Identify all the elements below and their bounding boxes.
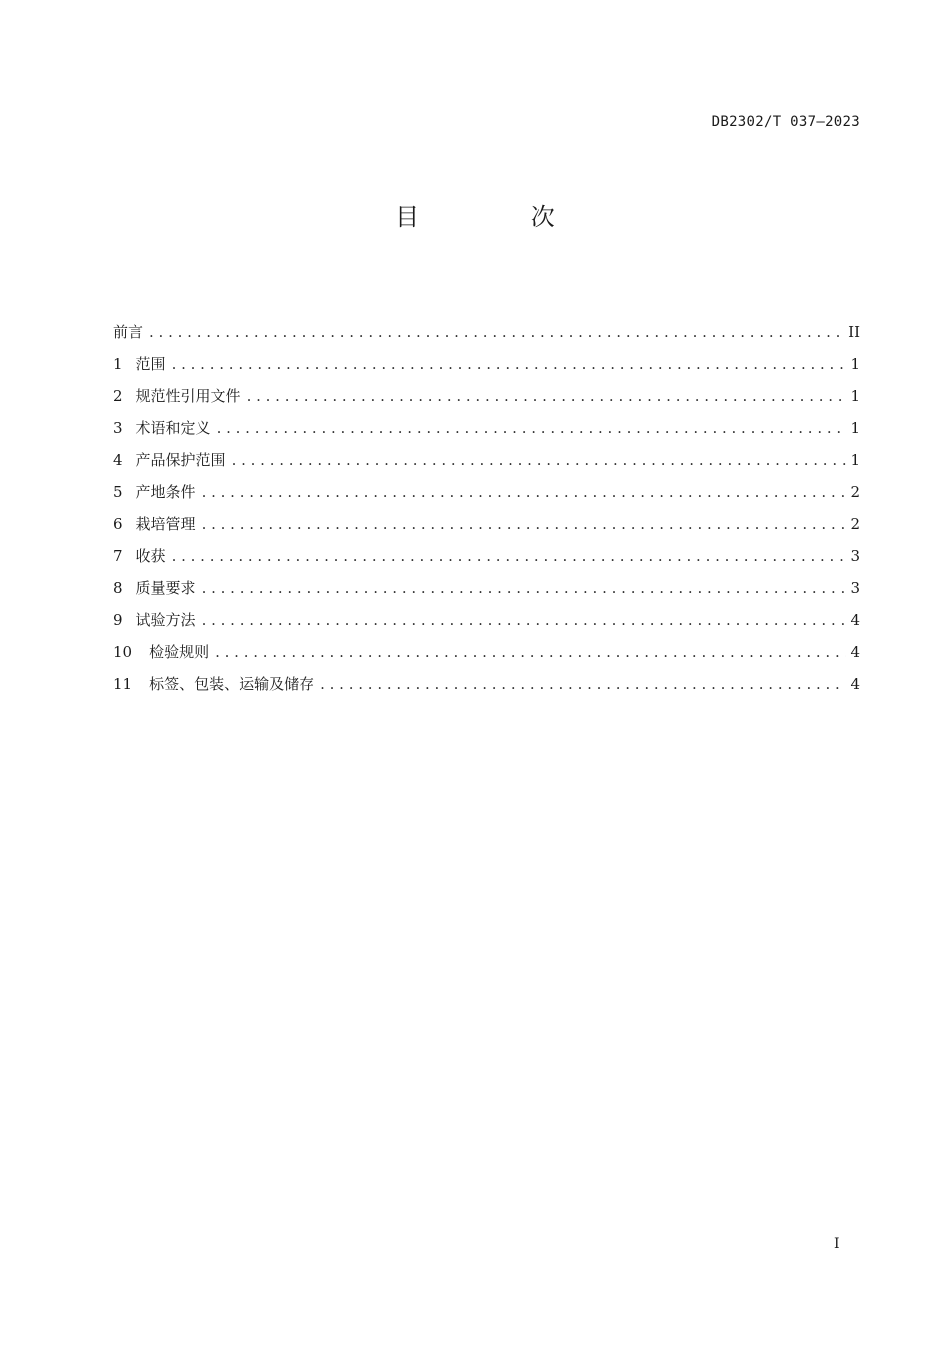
toc-dot-leader (172, 540, 847, 572)
toc-entry-page: 3 (850, 579, 860, 597)
toc-dot-leader (320, 668, 846, 700)
toc-dot-leader (215, 636, 846, 668)
toc-entry-label: 试验方法 (135, 611, 196, 629)
toc-dot-leader (202, 572, 847, 604)
toc-entry-label: 术语和定义 (135, 419, 211, 437)
toc-entry-test-methods[interactable] (113, 604, 860, 636)
toc-dot-leader (247, 380, 847, 412)
toc-entry-page: 4 (850, 611, 860, 629)
toc-entry-label: 质量要求 (135, 579, 196, 597)
toc-dot-leader (232, 444, 847, 476)
document-code: DB2302/T 037—2023 (711, 114, 860, 130)
toc-entry-harvest[interactable] (113, 540, 860, 572)
toc-entry-label: 栽培管理 (135, 515, 196, 533)
toc-entry-number: 10 (113, 643, 133, 661)
toc-entry-cultivation[interactable] (113, 508, 860, 540)
toc-entry-label: 收获 (135, 547, 166, 565)
toc-entry-page: 4 (850, 675, 860, 693)
toc-entry-number: 6 (113, 515, 123, 533)
toc-entry-scope[interactable] (113, 348, 860, 380)
toc-entry-foreword[interactable] (113, 316, 860, 348)
toc-entry-number: 1 (113, 355, 123, 373)
toc-entry-labeling-packaging[interactable] (113, 668, 860, 700)
toc-entry-label: 规范性引用文件 (135, 387, 241, 405)
toc-entry-label: 前言 (113, 323, 144, 341)
toc-entry-label: 产地条件 (135, 483, 196, 501)
toc-entry-label: 检验规则 (149, 643, 210, 661)
toc-entry-page: 4 (850, 643, 860, 661)
toc-entry-page: 1 (850, 355, 860, 373)
toc-list (113, 316, 860, 700)
toc-entry-number: 9 (113, 611, 123, 629)
toc-title: 目 次 (395, 203, 607, 231)
toc-entry-page: 1 (850, 387, 860, 405)
toc-entry-number: 7 (113, 547, 123, 565)
toc-dot-leader (202, 508, 847, 540)
toc-entry-number: 5 (113, 483, 123, 501)
toc-entry-page: 1 (850, 419, 860, 437)
toc-entry-page: 2 (850, 483, 860, 501)
toc-entry-number: 2 (113, 387, 123, 405)
toc-entry-number: 4 (113, 451, 123, 469)
toc-dot-leader (172, 348, 847, 380)
toc-entry-page: 3 (850, 547, 860, 565)
toc-dot-leader (202, 604, 847, 636)
toc-dot-leader (217, 412, 847, 444)
toc-entry-protection-range[interactable] (113, 444, 860, 476)
toc-entry-quality[interactable] (113, 572, 860, 604)
toc-entry-number: 8 (113, 579, 123, 597)
toc-entry-inspection-rules[interactable] (113, 636, 860, 668)
toc-entry-label: 标签、包装、运输及储存 (149, 675, 315, 693)
toc-entry-number: 11 (113, 675, 133, 693)
toc-entry-page: 2 (850, 515, 860, 533)
toc-entry-terms-definitions[interactable] (113, 412, 860, 444)
toc-entry-number: 3 (113, 419, 123, 437)
toc-entry-page: 1 (850, 451, 860, 469)
toc-entry-normative-references[interactable] (113, 380, 860, 412)
toc-entry-label: 范围 (135, 355, 166, 373)
page-number: I (834, 1236, 840, 1252)
toc-dot-leader (202, 476, 847, 508)
toc-dot-leader (149, 316, 844, 348)
toc-entry-origin-conditions[interactable] (113, 476, 860, 508)
toc-entry-label: 产品保护范围 (135, 451, 226, 469)
toc-entry-page: II (848, 323, 860, 341)
